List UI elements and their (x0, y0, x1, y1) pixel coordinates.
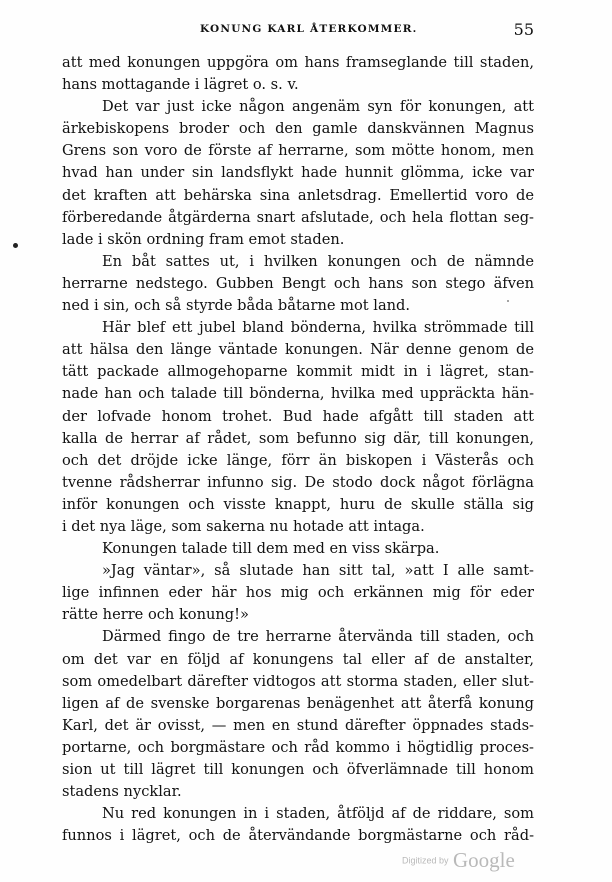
text-line: ned i sin, och så styrde båda båtarne mot land. (62, 297, 411, 315)
text-line: »Jag väntar», så slutade han sitt tal, »att I alle samt- (102, 562, 534, 580)
text-line: ligen af de svenske borgarenas benägenhet att återfå konung (62, 694, 534, 712)
text-line: Grens son voro de förste af herrarne, som mötte honom, men (62, 142, 534, 160)
text-line: som omedelbart därefter vidtogos att storma staden, eller slut- (62, 672, 534, 690)
text-line: om det var en följd af konungens tal eller af de anstalter, (62, 650, 534, 668)
watermark-brand: Google (452, 848, 515, 872)
digitized-watermark (402, 848, 515, 873)
text-line: Därmed fingo de tre herrarne återvända till staden, och (102, 628, 534, 646)
text-line: att med konungen uppgöra om hans framseglande till staden, (62, 54, 534, 71)
text-line: det kraften att behärska sina anletsdrag. Emellertid voro de (62, 186, 534, 204)
text-line: tätt packade allmogehoparne kommit midt in i lägret, stan- (62, 363, 534, 381)
text-line: rätte herre och konung!» (62, 606, 249, 624)
text-line: ärkebiskopens broder och den gamle danskvännen Magnus (62, 120, 534, 138)
text-line: En båt sattes ut, i hvilken konungen och de nämnde (102, 252, 534, 270)
text-line: kalla de herrar af rådet, som befunno sig där, till konungen, (62, 429, 534, 447)
text-line: Här blef ett jubel bland bönderna, hvilka strömmade till (102, 319, 534, 337)
page-number: 55 (513, 20, 534, 39)
text-line: stadens nycklar. (62, 783, 182, 801)
text-line: der lofvade honom trohet. Bud hade afgått till staden att (62, 407, 534, 425)
text-line: förberedande åtgärderna snart afslutade, och hela flottan seg- (62, 208, 534, 226)
text-line: Konungen talade till dem med en viss skärpa. (102, 540, 440, 558)
text-line: portarne, och borgmästare och råd kommo i högtidlig proces- (62, 738, 534, 756)
text-line: lige infinnen eder här hos mig och erkännen mig för eder (62, 584, 534, 602)
text-line: herrarne nedstego. Gubben Bengt och hans son stego äfven (62, 274, 534, 292)
text-line: sion ut till lägret till konungen och öfverlämnade till honom (62, 761, 534, 778)
text-line: hvad han under sin landsflykt hade hunnit glömma, icke var (62, 164, 534, 182)
text-line: i det nya läge, som sakerna nu hotade att intaga. (62, 517, 425, 535)
margin-ink-dot (13, 243, 18, 248)
text-line: Karl, det är ovisst, — men en stund därefter öppnades stads- (62, 716, 534, 734)
text-line: att hälsa den länge väntade konungen. När denne genom de (62, 341, 534, 359)
body-text (62, 52, 534, 847)
text-line: Det var just icke någon angenäm syn för konungen, att (102, 98, 534, 116)
text-line: inför konungen och visste knappt, huru de skulle ställa sig (62, 495, 534, 513)
text-line: funnos i lägret, och de återvändande borgmästarne och råd- (62, 827, 534, 845)
text-line: hans mottagande i lägret o. s. v. (62, 76, 299, 94)
text-line: tvenne rådsherrar infunno sig. De stodo dock något förlägna (62, 473, 534, 491)
text-line: lade i skön ordning fram emot staden. (62, 230, 345, 248)
text-line: nade han och talade till bönderna, hvilka med uppräckta hän- (62, 385, 534, 403)
text-line: och det dröjde icke länge, förr än biskopen i Västerås och (62, 451, 534, 469)
running-head: KONUNG KARL ÅTERKOMMER. (200, 23, 418, 35)
text-line: Nu red konungen in i staden, åtföljd af de riddare, som (102, 805, 534, 823)
page-header (62, 20, 534, 42)
watermark-prefix: Digitized by (402, 855, 449, 866)
